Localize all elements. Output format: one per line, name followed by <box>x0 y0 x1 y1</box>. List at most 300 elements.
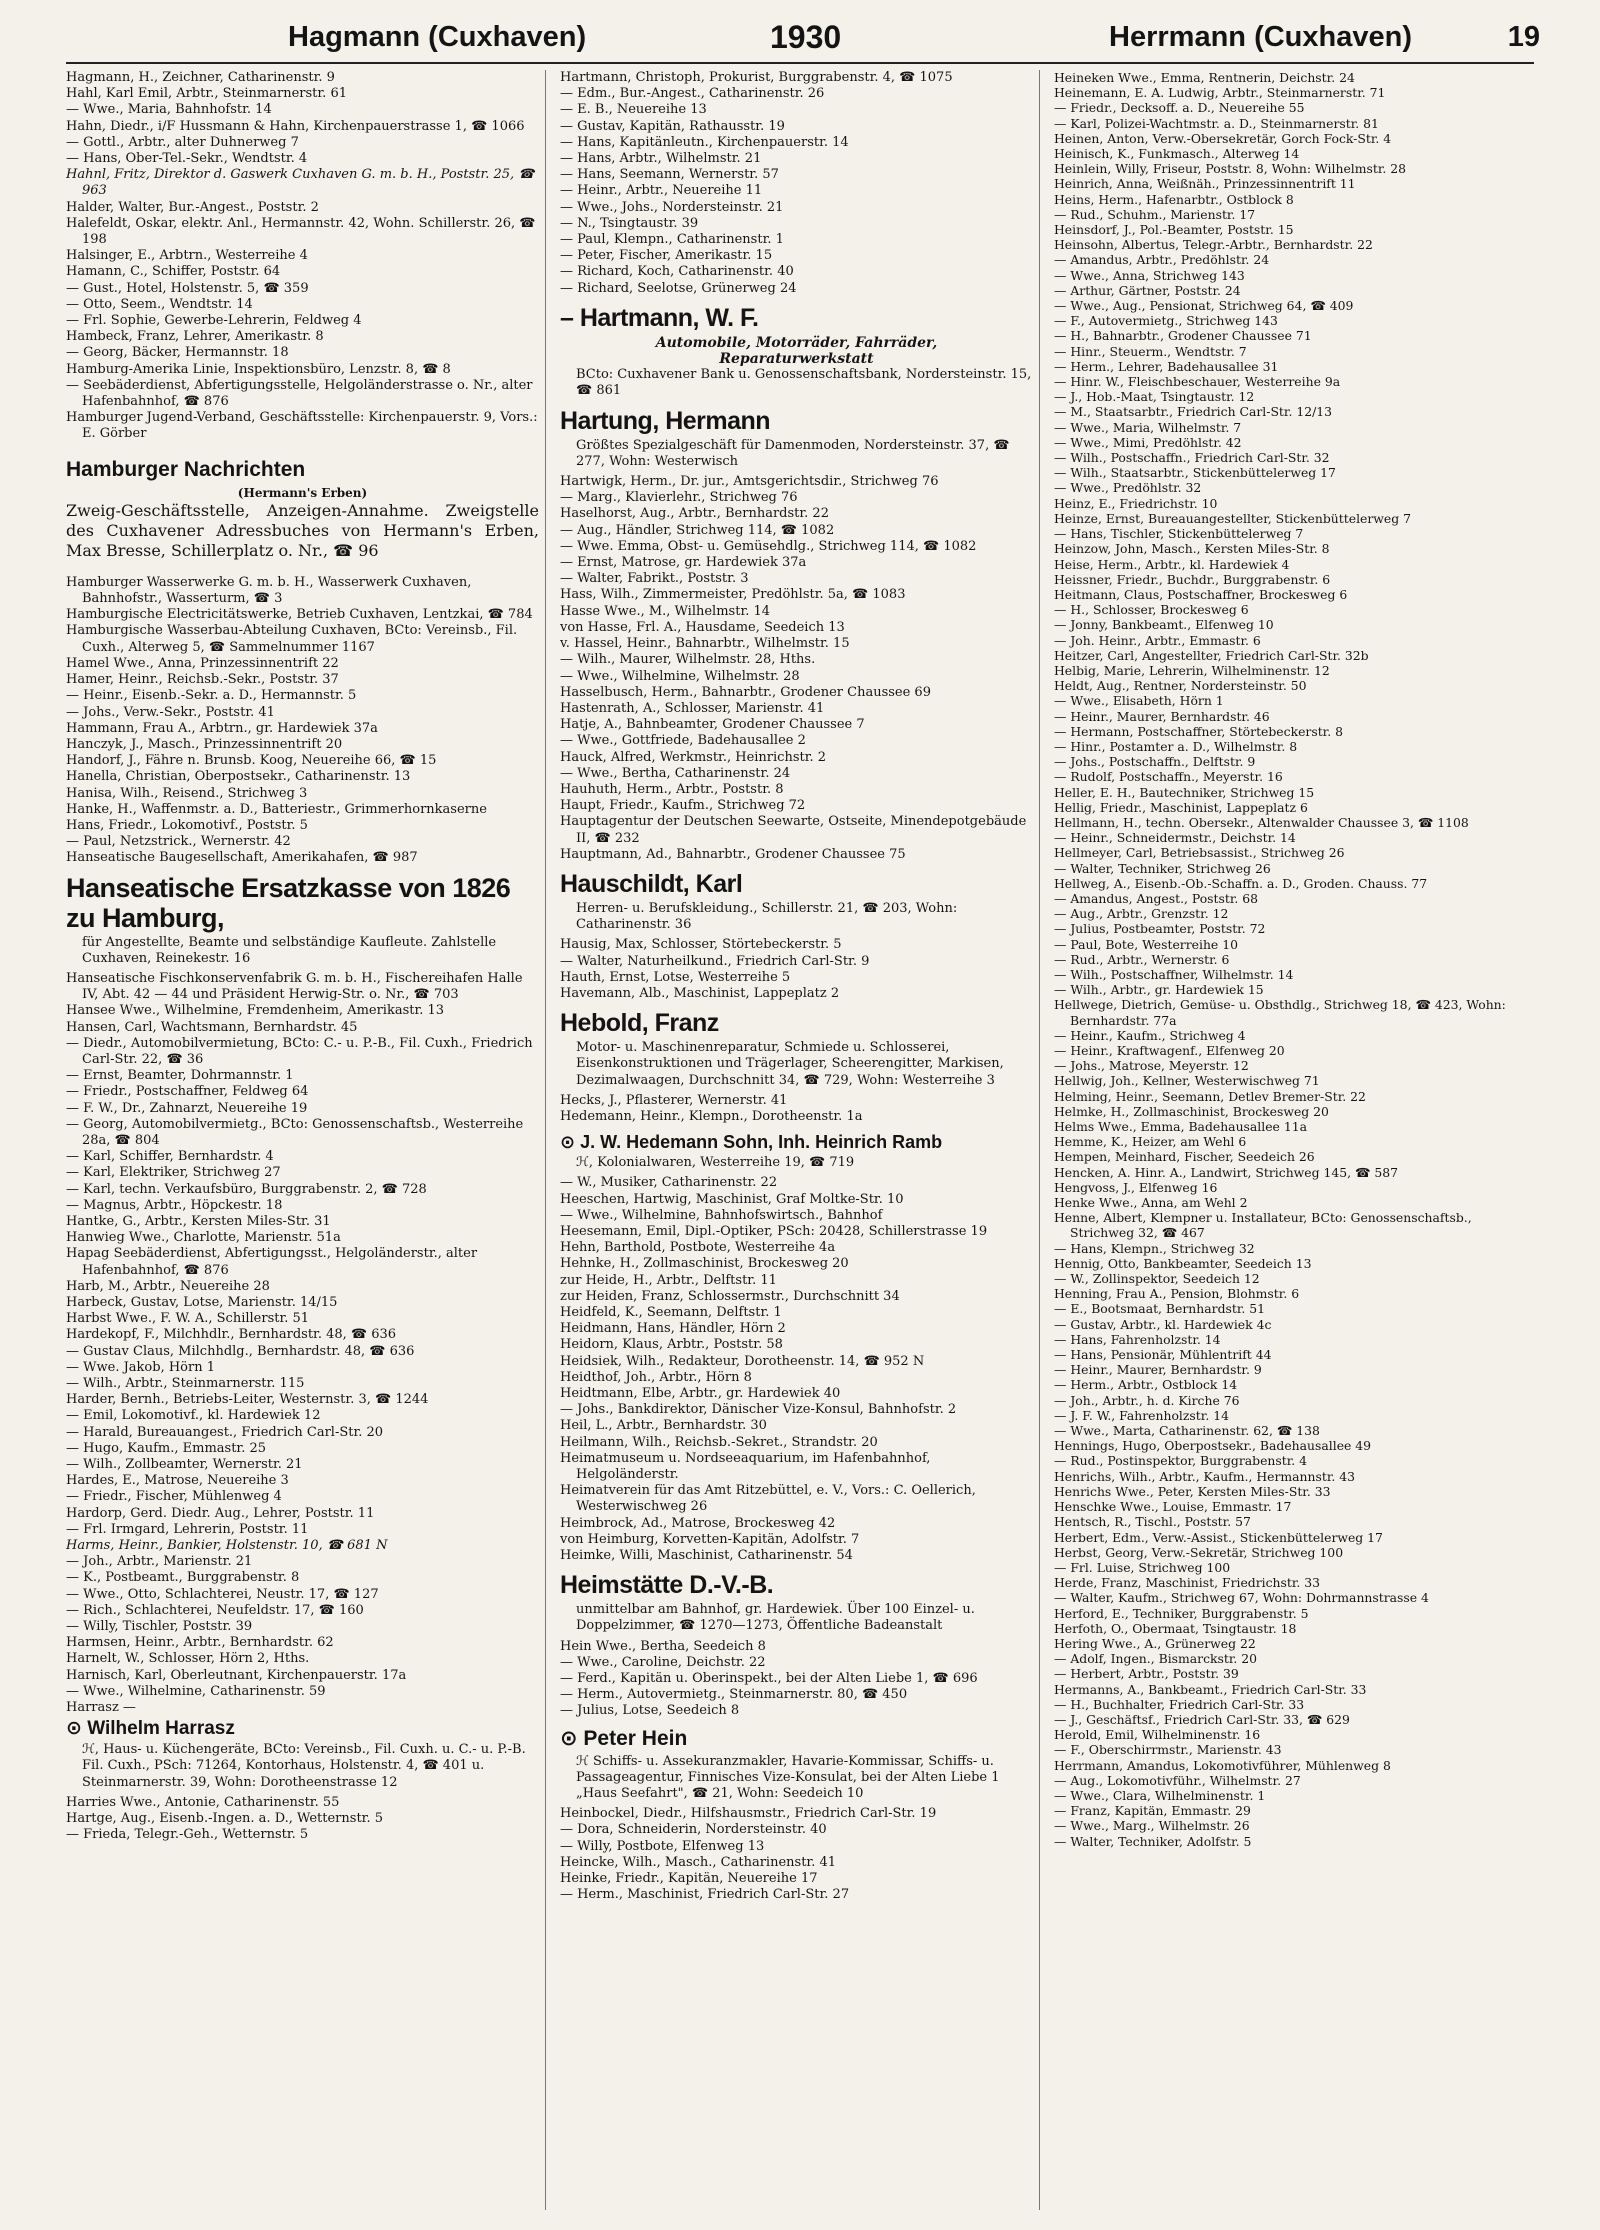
entry: — Ferd., Kapitän u. Oberinspekt., bei der Alten Liebe 1, ☎ 696 <box>560 1671 978 1687</box>
entry: Hans, Friedr., Lokomotivf., Poststr. 5 <box>66 817 308 833</box>
ad-title-heimstaette: Heimstätte D.-V.-B. <box>560 1571 774 1600</box>
entry: — Wwe. Jakob, Hörn 1 <box>66 1359 215 1375</box>
entry: — Hans, Fahrenholzstr. 14 <box>1054 1331 1221 1347</box>
entry: — Hans, Kapitänleutn., Kirchenpauerstr. 14 <box>560 134 849 150</box>
entry: — Frieda, Telegr.-Geh., Wetternstr. 5 <box>66 1827 309 1843</box>
entry: — Richard, Seelotse, Grünerweg 24 <box>560 280 797 296</box>
entry: Hambeck, Franz, Lehrer, Amerikastr. 8 <box>66 329 324 345</box>
ad-title-hartmann-wf: – Hartmann, W. F. <box>560 303 759 332</box>
ad-subtitle: Automobile, Motorräder, Fahrräder, <box>655 334 938 351</box>
entry: Henning, Frau A., Pension, Blohmstr. 6 <box>1054 1286 1300 1302</box>
entry: Heinbockel, Diedr., Hilfshausmstr., Friedrich Carl-Str. 19 <box>560 1806 937 1822</box>
column-1 <box>66 70 546 2210</box>
entry: Hardes, E., Matrose, Neuereihe 3 <box>66 1473 289 1489</box>
entry: Heinke, Friedr., Kapitän, Neuereihe 17 <box>560 1871 818 1887</box>
entry: Henschke Wwe., Louise, Emmastr. 17 <box>1054 1499 1292 1515</box>
entry: Hansee Wwe., Wilhelmine, Fremdenheim, Amerikastr. 13 <box>66 1003 445 1019</box>
entry: — Wilh., Arbtr., gr. Hardewiek 15 <box>1054 982 1264 998</box>
entry: Hapag Seebäderdienst, Abfertigungsst., Helgoländerstr., alter Hafenbahnhof, ☎ 876 <box>66 1246 478 1278</box>
entry: Harnisch, Karl, Oberleutnant, Kirchenpauerstr. 17a <box>66 1667 407 1683</box>
entry: zur Heide, H., Arbtr., Delftstr. 11 <box>560 1272 777 1288</box>
entry: Hentsch, R., Tischl., Poststr. 57 <box>1054 1514 1251 1530</box>
entry: Heeschen, Hartwig, Maschinist, Graf Moltke-Str. 10 <box>560 1191 904 1207</box>
entry: — W., Musiker, Catharinenstr. 22 <box>560 1175 778 1191</box>
entry: — Paul, Bote, Westerreihe 10 <box>1054 936 1238 952</box>
header-year: 1930 <box>770 18 842 55</box>
ad-body: Herren- u. Berufskleidung., Schillerstr. 21, ☎ 203, Wohn: Catharinenstr. 36 <box>576 900 958 933</box>
entry: — Herm., Arbtr., Ostblock 14 <box>1054 1377 1238 1393</box>
ad-body: ℋ Schiffs- u. Assekuranzmakler, Havarie-Kommissar, Schiffs- u. Passageagentur, Finnisches Vize-Konsulat, bei der Alten Liebe 1 „Haus Seefahrt", ☎ 21, Wohn: Seedeich 10 <box>576 1753 1000 1802</box>
entry: Hahn, Diedr., i/F Hussmann & Hahn, Kirchenpauerstrasse 1, ☎ 1066 <box>66 118 525 134</box>
entry: Heinsohn, Albertus, Telegr.-Arbtr., Bernhardstr. 22 <box>1054 237 1373 253</box>
entry: Hamburger Jugend-Verband, Geschäftsstelle: Kirchenpauerstr. 9, Vors.: E. Görber <box>66 410 538 442</box>
entry: Hanseatische Fischkonservenfabrik G. m. b. H., Fischereihafen Halle IV, Abt. 42 — 44 und Präsident Herwig-Str. o. Nr., ☎ 703 <box>66 970 523 1003</box>
entry: — Aug., Arbtr., Grenzstr. 12 <box>1054 906 1229 922</box>
entry: Henrichs Wwe., Peter, Kersten Miles-Str. 33 <box>1054 1483 1331 1499</box>
entry: — Julius, Postbeamter, Poststr. 72 <box>1054 921 1266 937</box>
entry: Hellmeyer, Carl, Betriebsassist., Strichweg 26 <box>1054 845 1345 861</box>
entry: Hanisa, Wilh., Reisend., Strichweg 3 <box>66 785 308 801</box>
entry: — E., Bootsmaat, Bernhardstr. 51 <box>1054 1301 1266 1317</box>
entry: Hanseatische Baugesellschaft, Amerikahafen, ☎ 987 <box>66 850 418 866</box>
entry: — Hans, Ober-Tel.-Sekr., Wendtstr. 4 <box>66 151 308 167</box>
entry: von Heimburg, Korvetten-Kapitän, Adolfstr. 7 <box>560 1531 860 1547</box>
entry: Heidmann, Hans, Händler, Hörn 2 <box>560 1321 786 1337</box>
entry: — Edm., Bur.-Angest., Catharinenstr. 26 <box>560 86 825 102</box>
entry: Harnelt, W., Schlosser, Hörn 2, Hths. <box>66 1651 310 1667</box>
ad-body: Zweig-Geschäftsstelle, Anzeigen-Annahme. Zweigstelle des Cuxhavener Adressbuches von Hermann's Erben, Max Bresse, Schillerplatz o. Nr., ☎ 96 <box>66 500 539 560</box>
entry: — Wilh., Zollbeamter, Wernerstr. 21 <box>66 1457 303 1473</box>
entry: — Heinr., Maurer, Bernhardstr. 9 <box>1054 1362 1262 1378</box>
entry: — Gustav, Kapitän, Rathausstr. 19 <box>560 118 785 134</box>
entry: Helmke, H., Zollmaschinist, Brockesweg 20 <box>1054 1103 1329 1119</box>
entry: Hartwigk, Herm., Dr. jur., Amtsgerichtsdir., Strichweg 76 <box>560 474 939 490</box>
entry: Heimbrock, Ad., Matrose, Brockesweg 42 <box>560 1515 836 1531</box>
entry: Halder, Walter, Bur.-Angest., Poststr. 2 <box>66 199 319 215</box>
entry: — Heinr., Kraftwagenf., Elfenweg 20 <box>1054 1043 1285 1058</box>
entry: Herbst, Georg, Verw.-Sekretär, Strichweg 100 <box>1054 1544 1344 1560</box>
entry: Havemann, Alb., Maschinist, Lappeplatz 2 <box>560 985 840 1001</box>
entry: — F., Oberschirrmstr., Marienstr. 43 <box>1054 1742 1282 1758</box>
entry: Hencken, A. Hinr. A., Landwirt, Strichweg 145, ☎ 587 <box>1054 1164 1399 1180</box>
entry: — Wilh., Postschaffn., Friedrich Carl-Str. 32 <box>1054 450 1330 466</box>
entry: — Wwe., Aug., Pensionat, Strichweg 64, ☎ 409 <box>1054 298 1354 314</box>
entry: Heimke, Willi, Maschinist, Catharinenstr. 54 <box>560 1548 853 1564</box>
entry: — E. B., Neuereihe 13 <box>560 102 707 118</box>
entry: Hengvoss, J., Elfenweg 16 <box>1054 1179 1218 1195</box>
header-rule <box>66 62 1534 64</box>
entry: Hahl, Karl Emil, Arbtr., Steinmarnerstr. 61 <box>66 86 347 102</box>
ad-title-hartung-hermann: Hartung, Hermann <box>560 406 771 435</box>
entry: Hellweg, A., Eisenb.-Ob.-Schaffn. a. D., Groden. Chauss. 77 <box>1054 875 1428 891</box>
entry: Heinen, Anton, Verw.-Obersekretär, Gorch Fock-Str. 4 <box>1054 130 1392 146</box>
entry: — H., Bahnarbtr., Grodener Chaussee 71 <box>1054 328 1312 344</box>
entry: — Julius, Lotse, Seedeich 8 <box>560 1703 740 1719</box>
columns <box>66 70 1534 2210</box>
column-2 <box>560 70 1040 2210</box>
entry: Hardorp, Gerd. Diedr. Aug., Lehrer, Poststr. 11 <box>66 1505 375 1521</box>
ad-body: ℋ, Haus- u. Küchengeräte, BCto: Vereinsb., Fil. Cuxh. u. C.- u. P.-B. Fil. Cuxh., PSch: 71264, Kontorhaus, Holstenstr. 4, ☎ 401 u. Steinmarnerstr. 39, Wohn: Dorotheenstrasse 12 <box>82 1742 526 1790</box>
entry: Hagmann, H., Zeichner, Catharinenstr. 9 <box>66 70 335 85</box>
entry: Heinlein, Willy, Friseur, Poststr. 8, Wohn: Wilhelmstr. 28 <box>1054 161 1407 177</box>
entry: — Wilh., Arbtr., Steinmarnerstr. 115 <box>66 1376 305 1392</box>
entry: Heineken Wwe., Emma, Rentnerin, Deichstr. 24 <box>1054 70 1355 85</box>
entry: — Heinr., Maurer, Bernhardstr. 46 <box>1054 708 1270 724</box>
entry: Harries Wwe., Antonie, Catharinenstr. 55 <box>66 1794 340 1810</box>
ad-body: Größtes Spezialgeschäft für Damenmoden, Nordersteinstr. 37, ☎ 277, Wohn: Westerwisch <box>576 437 1010 469</box>
entry: — Hans, Pensionär, Mühlentrift 44 <box>1054 1347 1272 1363</box>
entry: — Marg., Klavierlehr., Strichweg 76 <box>560 490 798 506</box>
entry: — Friedr., Postschaffner, Feldweg 64 <box>66 1084 309 1100</box>
entry: — Karl, Polizei-Wachtmstr. a. D., Steinmarnerstr. 81 <box>1054 115 1379 131</box>
entry: Hellwege, Dietrich, Gemüse- u. Obsthdlg., Strichweg 18, ☎ 423, Wohn: Bernhardstr. 77a <box>1054 997 1506 1028</box>
entry: Heitmann, Claus, Postschaffner, Brockesweg 6 <box>1054 586 1348 602</box>
ad-title-hauschildt-karl: Hauschildt, Karl <box>560 869 743 898</box>
entry: — H., Schlosser, Brockesweg 6 <box>1054 602 1249 618</box>
entry: — Wwe., Predöhlstr. 32 <box>1054 480 1202 496</box>
entry: — Gustav Claus, Milchhdlg., Bernhardstr. 48, ☎ 636 <box>66 1343 415 1359</box>
entry: Hehn, Barthold, Postbote, Westerreihe 4a <box>560 1240 836 1256</box>
entry: — Arthur, Gärtner, Poststr. 24 <box>1054 282 1241 298</box>
entry: — Herbert, Arbtr., Poststr. 39 <box>1054 1666 1239 1682</box>
entry: v. Hassel, Heinr., Bahnarbtr., Wilhelmstr. 15 <box>560 636 850 652</box>
entry: Hardekopf, F., Milchhdlr., Bernhardstr. 48, ☎ 636 <box>66 1327 397 1343</box>
entry: — Hans, Tischler, Stickenbüttelerweg 7 <box>1054 526 1304 542</box>
entry: Hartge, Aug., Eisenb.-Ingen. a. D., Wetternstr. 5 <box>66 1811 383 1827</box>
entry: — Paul, Netzstrick., Wernerstr. 42 <box>66 834 291 850</box>
entry: Hatje, A., Bahnbeamter, Grodener Chaussee 7 <box>560 717 865 733</box>
entry: — M., Staatsarbtr., Friedrich Carl-Str. 12/13 <box>1054 404 1333 420</box>
entry: Hanke, H., Waffenmstr. a. D., Batteriestr., Grimmerhornkaserne <box>66 801 487 817</box>
entry: Harmsen, Heinr., Arbtr., Bernhardstr. 62 <box>66 1635 334 1651</box>
entry: Heesemann, Emil, Dipl.-Optiker, PSch: 20428, Schillerstrasse 19 <box>560 1223 988 1239</box>
entry: — Joh., Arbtr., Marienstr. 21 <box>66 1554 253 1570</box>
entry: — Willy, Tischler, Poststr. 39 <box>66 1619 253 1635</box>
entry: Heinrich, Anna, Weißnäh., Prinzessinnentrift 11 <box>1054 176 1356 192</box>
entry: — Karl, Elektriker, Strichweg 27 <box>66 1165 281 1181</box>
entry: Hasselbusch, Herm., Bahnarbtr., Grodener Chaussee 69 <box>560 684 931 700</box>
entry: Hauhuth, Herm., Arbtr., Poststr. 8 <box>560 781 784 797</box>
entry: — Wwe., Elisabeth, Hörn 1 <box>1054 693 1224 709</box>
entry: Hemme, K., Heizer, am Wehl 6 <box>1054 1134 1247 1150</box>
entry: Harms, Heinr., Bankier, Holstenstr. 10, ☎ 681 N <box>66 1538 388 1554</box>
entry: — Gottl., Arbtr., alter Duhnerweg 7 <box>66 134 299 150</box>
entry: Halefeldt, Oskar, elektr. Anl., Hermannstr. 42, Wohn. Schillerstr. 26, ☎ 198 <box>66 215 536 248</box>
entry: — Karl, techn. Verkaufsbüro, Burggrabenstr. 2, ☎ 728 <box>66 1181 427 1197</box>
entry: — Hans, Klempn., Strichweg 32 <box>1054 1240 1255 1256</box>
entry: Hamann, C., Schiffer, Poststr. 64 <box>66 264 281 280</box>
entry: Heinisch, K., Funkmasch., Alterweg 14 <box>1054 146 1300 162</box>
entry: — Gust., Hotel, Holstenstr. 5, ☎ 359 <box>66 280 309 296</box>
entry: Heidthof, Joh., Arbtr., Hörn 8 <box>560 1369 752 1385</box>
entry: Hansen, Carl, Wachtsmann, Bernhardstr. 45 <box>66 1019 358 1035</box>
entry: Hauptmann, Ad., Bahnarbtr., Grodener Chaussee 75 <box>560 846 906 862</box>
entry: Heimatmuseum u. Nordseeaquarium, im Hafenbahnhof, Helgoländerstr. <box>560 1450 931 1483</box>
entry: — Harald, Bureauangest., Friedrich Carl-Str. 20 <box>66 1424 384 1440</box>
entry: Heller, E. H., Bautechniker, Strichweg 15 <box>1054 784 1315 800</box>
entry: Hecks, J., Pflasterer, Wernerstr. 41 <box>560 1092 788 1108</box>
entry: — Jonny, Bankbeamt., Elfenweg 10 <box>1054 617 1274 633</box>
entry: Hammann, Frau A., Arbtrn., gr. Hardewiek 37a <box>66 720 378 736</box>
entry: Herde, Franz, Maschinist, Friedrichstr. 33 <box>1054 1575 1321 1591</box>
entry: Helming, Heinr., Seemann, Detlev Bremer-Str. 22 <box>1054 1088 1366 1104</box>
entry: Hass, Wilh., Zimmermeister, Predöhlstr. 5a, ☎ 1083 <box>560 587 906 603</box>
entry: Hamburg-Amerika Linie, Inspektionsbüro, Lenzstr. 8, ☎ 8 <box>66 361 451 377</box>
entry: — F., Autovermietg., Strichweg 143 <box>1054 313 1278 329</box>
entry: — Richard, Koch, Catharinenstr. 40 <box>560 264 794 280</box>
entry: — Wwe., Clara, Wilhelminenstr. 1 <box>1054 1787 1266 1803</box>
entry: Helms Wwe., Emma, Badehausallee 11a <box>1054 1119 1307 1135</box>
entry: Haselhorst, Aug., Arbtr., Bernhardstr. 22 <box>560 506 829 522</box>
entry: — J., Hob.-Maat, Tsingtaustr. 12 <box>1054 389 1255 405</box>
entry: — Walter, Techniker, Adolfstr. 5 <box>1054 1833 1252 1849</box>
entry: Hering Wwe., A., Grünerweg 22 <box>1054 1635 1256 1651</box>
entry: — Joh. Heinr., Arbtr., Emmastr. 6 <box>1054 632 1261 648</box>
entry: Henrichs, Wilh., Arbtr., Kaufm., Hermannstr. 43 <box>1054 1468 1356 1484</box>
ad-title-hebold-franz: Hebold, Franz <box>560 1009 719 1038</box>
entry: — Walter, Techniker, Strichweg 26 <box>1054 860 1271 876</box>
entry: Heise, Herm., Arbtr., kl. Hardewiek 4 <box>1054 556 1290 572</box>
entry: Heilmann, Wilh., Reichsb.-Sekret., Strandstr. 20 <box>560 1434 878 1450</box>
entry: — Frl. Sophie, Gewerbe-Lehrerin, Feldweg 4 <box>66 313 362 329</box>
entry: Hermanns, A., Bankbeamt., Friedrich Carl-Str. 33 <box>1054 1681 1367 1697</box>
entry: — Wwe., Caroline, Deichstr. 22 <box>560 1654 766 1670</box>
entry: Hellwig, Joh., Kellner, Westerwischweg 71 <box>1054 1073 1320 1089</box>
entry: Hamburgische Electricitätswerke, Betrieb Cuxhaven, Lentzkai, ☎ 784 <box>66 607 533 623</box>
entry: Harbeck, Gustav, Lotse, Marienstr. 14/15 <box>66 1295 338 1310</box>
entry: — Heinr., Arbtr., Neuereihe 11 <box>560 183 763 199</box>
entry: Hauth, Ernst, Lotse, Westerreihe 5 <box>560 969 791 985</box>
entry: Hennig, Otto, Bankbeamter, Seedeich 13 <box>1054 1255 1312 1271</box>
entry: Hahnl, Fritz, Direktor d. Gaswerk Cuxhaven G. m. b. H., Poststr. 25, ☎ 963 <box>66 167 535 199</box>
entry: — Wwe., Marta, Catharinenstr. 62, ☎ 138 <box>1054 1423 1320 1439</box>
entry: — Walter, Naturheilkund., Friedrich Carl-Str. 9 <box>560 953 870 969</box>
entry: — Hermann, Postschaffner, Störtebeckerstr. 8 <box>1054 723 1344 739</box>
entry: — Otto, Seem., Wendtstr. 14 <box>66 296 253 312</box>
ad-title-hedemann-sohn: ⊙ J. W. Hedemann Sohn, Inh. Heinrich Ramb <box>560 1132 943 1153</box>
entry: — Wwe., Wilhelmine, Catharinenstr. 59 <box>66 1683 326 1699</box>
entry: — Aug., Lokomotivführ., Wilhelmstr. 27 <box>1054 1772 1301 1788</box>
entry: Haupt, Friedr., Kaufm., Strichweg 72 <box>560 798 806 814</box>
entry: — Rud., Schuhm., Marienstr. 17 <box>1054 206 1256 222</box>
entry: Herold, Emil, Wilhelminenstr. 16 <box>1054 1727 1261 1743</box>
entry: Harb, M., Arbtr., Neuereihe 28 <box>66 1278 270 1294</box>
entry: Hennings, Hugo, Oberpostsekr., Badehausallee 49 <box>1054 1438 1372 1454</box>
entry: — Wilh., Staatsarbtr., Stickenbüttelerweg 17 <box>1054 465 1336 481</box>
entry: — Johs., Verw.-Sekr., Poststr. 41 <box>66 704 275 720</box>
entry: Heinzow, John, Masch., Kersten Miles-Str. 8 <box>1054 541 1330 557</box>
entry: Heitzer, Carl, Angestellter, Friedrich Carl-Str. 32b <box>1054 647 1369 663</box>
entry: — Emil, Lokomotivf., kl. Hardewiek 12 <box>66 1408 321 1424</box>
entry: Hempen, Meinhard, Fischer, Seedeich 26 <box>1054 1149 1315 1165</box>
entry: — Frl. Luise, Strichweg 100 <box>1054 1559 1231 1575</box>
entry: Hasse Wwe., M., Wilhelmstr. 14 <box>560 603 771 619</box>
entry: zur Heiden, Franz, Schlossermstr., Durchschnitt 34 <box>560 1288 900 1304</box>
entry: Hamer, Heinr., Reichsb.-Sekr., Poststr. 37 <box>66 672 339 688</box>
entry: Henke Wwe., Anna, am Wehl 2 <box>1054 1195 1248 1211</box>
entry: Hellmann, H., techn. Obersekr., Altenwalder Chaussee 3, ☎ 1108 <box>1054 814 1469 830</box>
entry: — Amandus, Arbtr., Predöhlstr. 24 <box>1054 252 1270 268</box>
entry: Herbert, Edm., Verw.-Assist., Stickenbüttelerweg 17 <box>1054 1529 1383 1545</box>
entry: — Rudolf, Postschaffn., Meyerstr. 16 <box>1054 769 1283 785</box>
entry: Hauck, Alfred, Werkmstr., Heinrichstr. 2 <box>560 749 827 765</box>
entry: — Hinr., Postamter a. D., Wilhelmstr. 8 <box>1054 738 1298 754</box>
entry: — Amandus, Angest., Poststr. 68 <box>1054 890 1259 906</box>
entry: — Johs., Postschaffn., Delftstr. 9 <box>1054 754 1256 770</box>
entry: — N., Tsingtaustr. 39 <box>560 215 699 231</box>
entry: — Ernst, Beamter, Dohrmannstr. 1 <box>66 1068 294 1084</box>
entry: — Herm., Maschinist, Friedrich Carl-Str. 27 <box>560 1887 850 1903</box>
entry: Heinze, Ernst, Bureauangestellter, Stickenbüttelerweg 7 <box>1054 510 1411 526</box>
entry: — Herm., Lehrer, Badehausallee 31 <box>1054 358 1279 374</box>
ad-title-hamburger-nachrichten: Hamburger Nachrichten <box>66 457 306 481</box>
entry: — Aug., Händler, Strichweg 114, ☎ 1082 <box>560 522 835 538</box>
entry: — Wwe., Johs., Nordersteinstr. 21 <box>560 199 784 215</box>
ad-title-hanseatische-ersatzkasse: Hanseatische Ersatzkasse von 1826 zu Hamburg, <box>66 872 511 933</box>
entry: — K., Postbeamt., Burggrabenstr. 8 <box>66 1570 300 1586</box>
entry: — Wwe., Wilhelmine, Bahnhofswirtsch., Bahnhof <box>560 1207 883 1223</box>
entry: Hastenrath, A., Schlosser, Marienstr. 41 <box>560 700 825 716</box>
entry: Heincke, Wilh., Masch., Catharinenstr. 41 <box>560 1854 837 1870</box>
entry: Hedemann, Heinr., Klempn., Dorotheenstr. 1a <box>560 1108 863 1124</box>
entry: Henne, Albert, Klempner u. Installateur, BCto: Genossenschaftsb., Strichweg 32, ☎ 467 <box>1054 1210 1472 1241</box>
entry: Heidtmann, Elbe, Arbtr., gr. Hardewiek 40 <box>560 1386 841 1402</box>
entry: — Franz, Kapitän, Emmastr. 29 <box>1054 1803 1251 1819</box>
entry: Halsinger, E., Arbtrn., Westerreihe 4 <box>66 248 308 264</box>
ad-body: BCto: Cuxhavener Bank u. Genossenschaftsbank, Nordersteinstr. 15, ☎ 861 <box>576 367 1032 399</box>
entry: — Wwe., Otto, Schlachterei, Neustr. 17, ☎ 127 <box>66 1586 379 1602</box>
header-left-range: Hagmann (Cuxhaven) <box>288 20 587 53</box>
entry: Heissner, Friedr., Buchdr., Burggrabenstr. 6 <box>1054 571 1331 587</box>
entry: Hehnke, H., Zollmaschinist, Brockesweg 20 <box>560 1256 849 1272</box>
entry: Helbig, Marie, Lehrerin, Wilhelminenstr. 12 <box>1054 662 1330 678</box>
entry: Hein Wwe., Bertha, Seedeich 8 <box>560 1638 766 1654</box>
entry: Heidfeld, K., Seemann, Delftstr. 1 <box>560 1305 782 1320</box>
entry: Hausig, Max, Schlosser, Störtebeckerstr. 5 <box>560 937 842 953</box>
entry: Hamburger Wasserwerke G. m. b. H., Wasserwerk Cuxhaven, Bahnhofstr., Wasserturm, ☎ 3 <box>66 574 472 607</box>
entry: — Dora, Schneiderin, Nordersteinstr. 40 <box>560 1822 827 1838</box>
entry: — Hans, Arbtr., Wilhelmstr. 21 <box>560 151 762 167</box>
entry: — Hans, Seemann, Wernerstr. 57 <box>560 167 779 183</box>
entry: — Friedr., Decksoff. a. D., Neuereihe 55 <box>1054 100 1305 116</box>
entry: — Willy, Postbote, Elfenweg 13 <box>560 1838 765 1854</box>
entry: — Karl, Schiffer, Bernhardstr. 4 <box>66 1149 274 1165</box>
entry: Hamburgische Wasserbau-Abteilung Cuxhaven, BCto: Vereinsb., Fil. Cuxh., Alterweg 5, ☎ Sammelnummer 1167 <box>66 623 518 655</box>
entry: Hanczyk, J., Masch., Prinzessinnentrift 20 <box>66 736 343 752</box>
entry: Hamel Wwe., Anna, Prinzessinnentrift 22 <box>66 655 339 671</box>
entry: — Friedr., Fischer, Mühlenweg 4 <box>66 1489 282 1505</box>
entry: — W., Zollinspektor, Seedeich 12 <box>1054 1271 1260 1287</box>
entry: Heidsiek, Wilh., Redakteur, Dorotheenstr. 14, ☎ 952 N <box>560 1353 925 1369</box>
entry: — Johs., Bankdirektor, Dänischer Vize-Konsul, Bahnhofstr. 2 <box>560 1402 957 1418</box>
entry: — Hinr. W., Fleischbeschauer, Westerreihe 9a <box>1054 374 1341 390</box>
entry: — Wwe., Gottfriede, Badehausallee 2 <box>560 733 806 749</box>
entry: von Hasse, Frl. A., Hausdame, Seedeich 13 <box>560 619 845 635</box>
entry: Heinz, E., Friedrichstr. 10 <box>1054 495 1218 511</box>
entry: — H., Buchhalter, Friedrich Carl-Str. 33 <box>1054 1696 1305 1712</box>
entry: — Magnus, Arbtr., Höpckestr. 18 <box>66 1197 283 1213</box>
ad-body: Motor- u. Maschinenreparatur, Schmiede u. Schlosserei, Eisenkonstruktionen und Trägerlager, Scheerengitter, Markisen, Dezimalwaagen, Durchschnitt 34, ☎ 729, Wohn: Westerreihe 3 <box>576 1040 1004 1088</box>
entry: Hauptagentur der Deutschen Seewarte, Ostseite, Minendepotgebäude II, ☎ 232 <box>560 814 1027 846</box>
entry: — Seebäderdienst, Abfertigungsstelle, Helgoländerstrasse o. Nr., alter Hafenbahnhof, ☎ 876 <box>66 377 533 410</box>
entry: — Diedr., Automobilvermietung, BCto: C.- u. P.-B., Fil. Cuxh., Friedrich Carl-Str. 22, ☎ 36 <box>66 1035 533 1067</box>
entry: — Rud., Postinspektor, Burggrabenstr. 4 <box>1054 1453 1308 1469</box>
entry: Hantke, G., Arbtr., Kersten Miles-Str. 31 <box>66 1213 331 1229</box>
entry: — Ernst, Matrose, gr. Hardewiek 37a <box>560 555 807 571</box>
ad-body: unmittelbar am Bahnhof, gr. Hardewiek. Über 100 Einzel- u. Doppelzimmer, ☎ 1270—1273, Öffentliche Badeanstalt <box>576 1602 975 1634</box>
entry: — Wwe., Marg., Wilhelmstr. 26 <box>1054 1818 1250 1834</box>
entry: — Wilh., Maurer, Wilhelmstr. 28, Hths. <box>560 652 816 668</box>
entry: Handorf, J., Fähre n. Brunsb. Koog, Neuereihe 66, ☎ 15 <box>66 753 437 769</box>
page-number: 19 <box>1507 20 1540 53</box>
entry: — Georg, Automobilvermietg., BCto: Genossenschaftsb., Westerreihe 28a, ☎ 804 <box>66 1116 524 1148</box>
entry: — Paul, Klempn., Catharinenstr. 1 <box>560 232 784 248</box>
ad-title-peter-hein: ⊙ Peter Hein <box>560 1726 688 1750</box>
entry: Hellig, Friedr., Maschinist, Lappeplatz 6 <box>1054 799 1308 815</box>
entry: — Wwe., Mimi, Predöhlstr. 42 <box>1054 434 1242 450</box>
ad-body: ℋ, Kolonialwaren, Westerreihe 19, ☎ 719 <box>576 1155 855 1171</box>
entry: Harbst Wwe., F. W. A., Schillerstr. 51 <box>66 1311 310 1327</box>
entry: — Heinr., Eisenb.-Sekr. a. D., Hermannstr. 5 <box>66 688 357 704</box>
ad-subtitle: Reparaturwerkstatt <box>719 351 874 368</box>
ad-body: für Angestellte, Beamte und selbständige Kaufleute. Zahlstelle Cuxhaven, Reinekestr. 16 <box>82 934 497 966</box>
entry: Hartmann, Christoph, Prokurist, Burggrabenstr. 4, ☎ 1075 <box>560 70 953 85</box>
entry: — Walter, Kaufm., Strichweg 67, Wohn: Dohrmannstrasse 4 <box>1054 1590 1429 1606</box>
entry: Heinsdorf, J., Pol.-Beamter, Poststr. 15 <box>1054 222 1294 238</box>
ad-subtitle: (Hermann's Erben) <box>237 485 368 500</box>
entry: Herfoth, O., Obermaat, Tsingtaustr. 18 <box>1054 1620 1297 1636</box>
entry: — F. W., Dr., Zahnarzt, Neuereihe 19 <box>66 1100 308 1116</box>
entry: Herford, E., Techniker, Burggrabenstr. 5 <box>1054 1605 1309 1621</box>
entry: — Walter, Fabrikt., Poststr. 3 <box>560 571 749 587</box>
entry: — Rud., Arbtr., Wernerstr. 6 <box>1054 951 1230 967</box>
entry: — Wwe. Emma, Obst- u. Gemüsehdlg., Strichweg 114, ☎ 1082 <box>560 538 977 554</box>
entry: — J., Geschäftsf., Friedrich Carl-Str. 33, ☎ 629 <box>1054 1711 1350 1727</box>
entry: — Hinr., Steuerm., Wendtstr. 7 <box>1054 343 1247 359</box>
entry: Herrmann, Amandus, Lokomotivführer, Mühlenweg 8 <box>1054 1757 1391 1773</box>
header-right-range: Herrmann (Cuxhaven) <box>1109 20 1412 53</box>
entry: — Johs., Matrose, Meyerstr. 12 <box>1054 1058 1249 1074</box>
entry: — Peter, Fischer, Amerikastr. 15 <box>560 248 773 264</box>
entry: — Heinr., Kaufm., Strichweg 4 <box>1054 1027 1246 1043</box>
entry: — Heinr., Schneidermstr., Deichstr. 14 <box>1054 830 1296 846</box>
entry: — Wwe., Maria, Bahnhofstr. 14 <box>66 102 272 118</box>
entry: Hanwieg Wwe., Charlotte, Marienstr. 51a <box>66 1230 341 1246</box>
column-3 <box>1054 70 1534 2210</box>
entry: — Hugo, Kaufm., Emmastr. 25 <box>66 1440 267 1456</box>
entry: — Gustav, Arbtr., kl. Hardewiek 4c <box>1054 1316 1272 1332</box>
entry: — Wwe., Wilhelmine, Wilhelmstr. 28 <box>560 668 800 684</box>
entry: Harder, Bernh., Betriebs-Leiter, Westernstr. 3, ☎ 1244 <box>66 1392 429 1408</box>
entry: Heidorn, Klaus, Arbtr., Poststr. 58 <box>560 1337 783 1353</box>
ad-title-wilhelm-harrasz: ⊙ Wilhelm Harrasz <box>66 1718 235 1740</box>
entry: Heil, L., Arbtr., Bernhardstr. 30 <box>560 1418 767 1434</box>
entry: Harrasz — <box>66 1700 136 1716</box>
entry: Hanella, Christian, Oberpostsekr., Catharinenstr. 13 <box>66 769 411 785</box>
entry: — Wilh., Postschaffner, Wilhelmstr. 14 <box>1054 966 1294 982</box>
page-header <box>60 14 1540 60</box>
entry: — Rich., Schlachterei, Neufeldstr. 17, ☎ 160 <box>66 1602 364 1618</box>
entry: Heins, Herm., Hafenarbtr., Ostblock 8 <box>1054 191 1294 207</box>
entry: — Frl. Irmgard, Lehrerin, Poststr. 11 <box>66 1521 309 1537</box>
entry: — Wwe., Anna, Strichweg 143 <box>1054 267 1245 283</box>
entry: Heldt, Aug., Rentner, Nordersteinstr. 50 <box>1054 678 1307 694</box>
entry: — Georg, Bäcker, Hermannstr. 18 <box>66 345 289 361</box>
entry: — J. F. W., Fahrenholzstr. 14 <box>1054 1407 1229 1423</box>
entry: — Joh., Arbtr., h. d. Kirche 76 <box>1054 1392 1240 1408</box>
entry: Heinemann, E. A. Ludwig, Arbtr., Steinmarnerstr. 71 <box>1054 85 1386 101</box>
entry: — Herm., Autovermietg., Steinmarnerstr. 80, ☎ 450 <box>560 1687 908 1703</box>
